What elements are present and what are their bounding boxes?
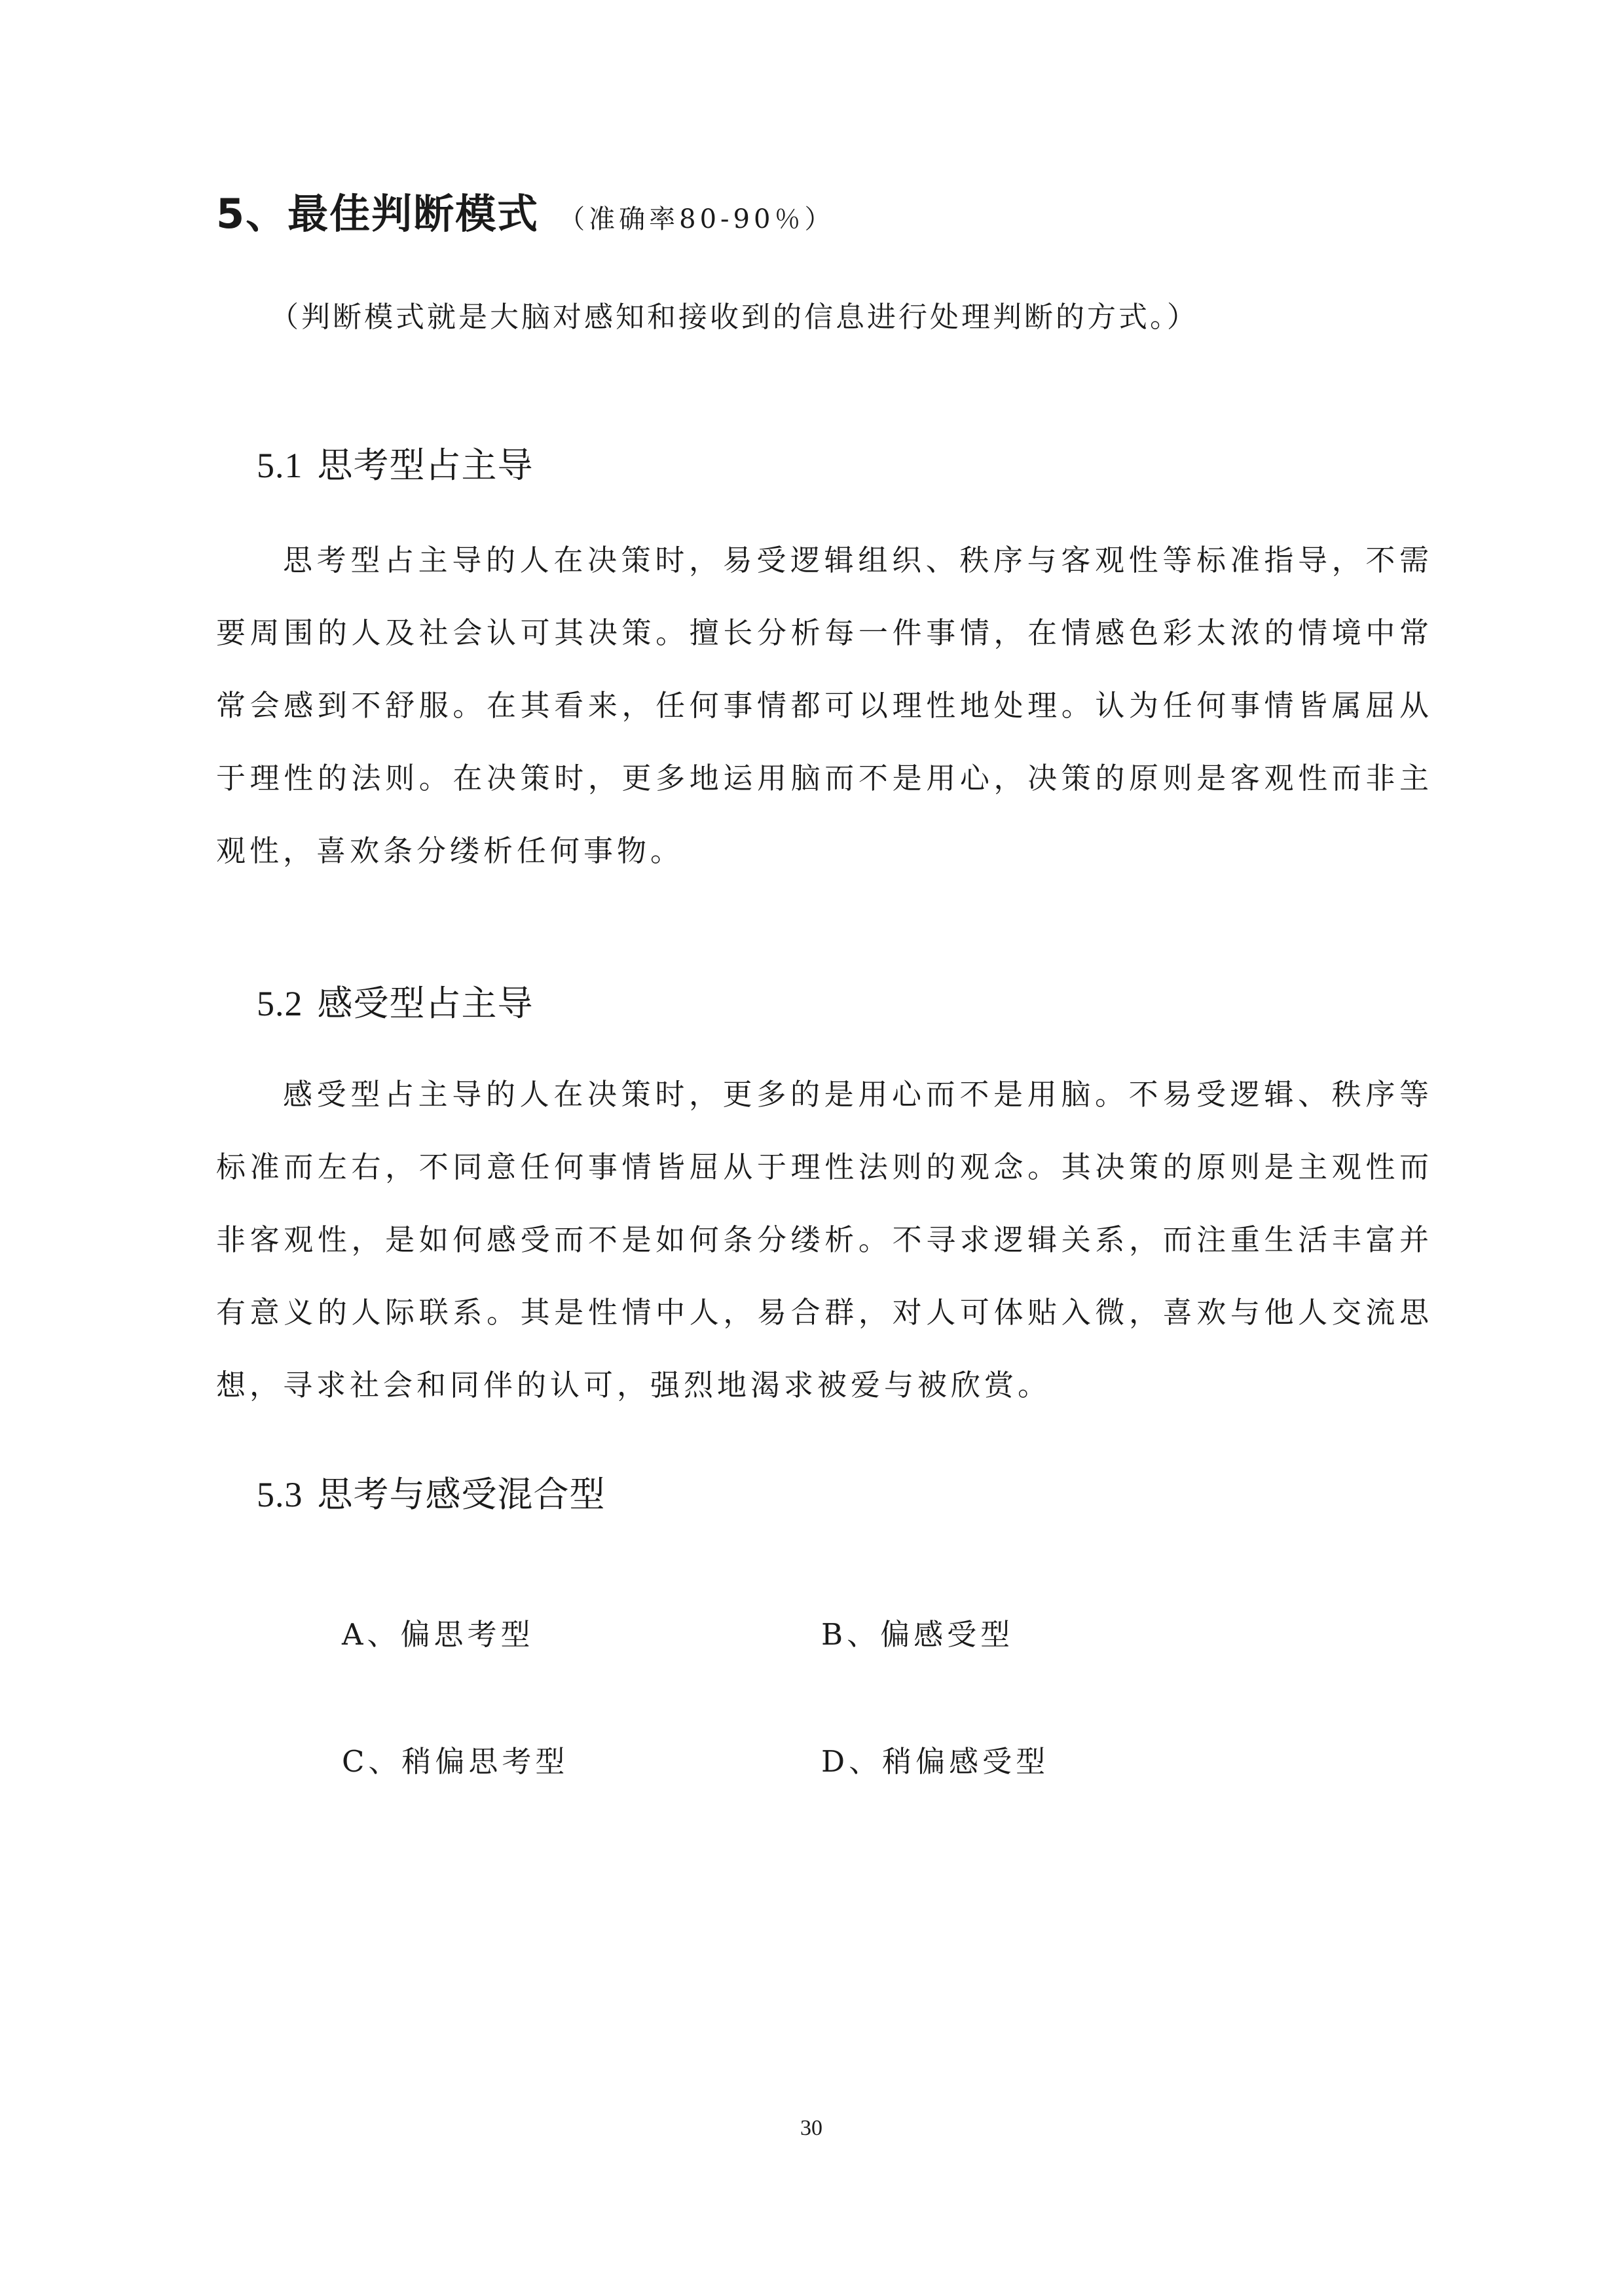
intro-text: （判断模式就是大脑对感知和接收到的信息进行处理判断的方式。）: [270, 301, 1198, 334]
section-title: 思考型占主导: [317, 445, 534, 486]
section-title: 思考与感受混合型: [317, 1474, 606, 1515]
section-number: 5.1: [257, 446, 303, 485]
option-a: A、偏思考型: [342, 1617, 534, 1652]
section-heading-5-2: [257, 974, 534, 1033]
main-title-text: 5、最佳判断模式: [216, 190, 540, 238]
page-number: 30: [800, 2116, 822, 2140]
main-title: [216, 185, 834, 249]
section-body-5-1: 思考型占主导的人在决策时，易受逻辑组织、秩序与客观性等标准指导，不需要周围的人及社会认可其决策。擅长分析每一件事情，在情感色彩太浓的情境中常常会感到不舒服。在其看来，任何事情都可以理性地处理。认为任何事情皆属屈从于理性的法则。在决策时，更多地运用脑而不是用心，决策的原则是客观性而非主观性，喜欢条分缕析任何事物。: [216, 543, 1433, 868]
option-d: D、稍偏感受型: [821, 1744, 1050, 1779]
option-c: C、稍偏思考型: [342, 1744, 569, 1779]
section-heading-5-3: [257, 1465, 606, 1524]
option-b: B、偏感受型: [821, 1617, 1014, 1652]
section-body-5-2: 感受型占主导的人在决策时，更多的是用心而不是用脑。不易受逻辑、秩序等标准而左右，不同意任何事情皆屈从于理性法则的观念。其决策的原则是主观性而非客观性，是如何感受而不是如何条分缕析。不寻求逻辑关系，而注重生活丰富并有意义的人际联系。其是性情中人，易合群，对人可体贴入微，喜欢与他人交流思想，寻求社会和同伴的认可，强烈地渴求被爱与被欣赏。: [216, 1077, 1433, 1402]
section-heading-5-1: [257, 436, 534, 495]
accuracy-note: （准确率80-90％）: [559, 204, 835, 234]
section-title: 感受型占主导: [317, 983, 534, 1024]
section-number: 5.2: [257, 984, 303, 1023]
section-number: 5.3: [257, 1475, 303, 1514]
